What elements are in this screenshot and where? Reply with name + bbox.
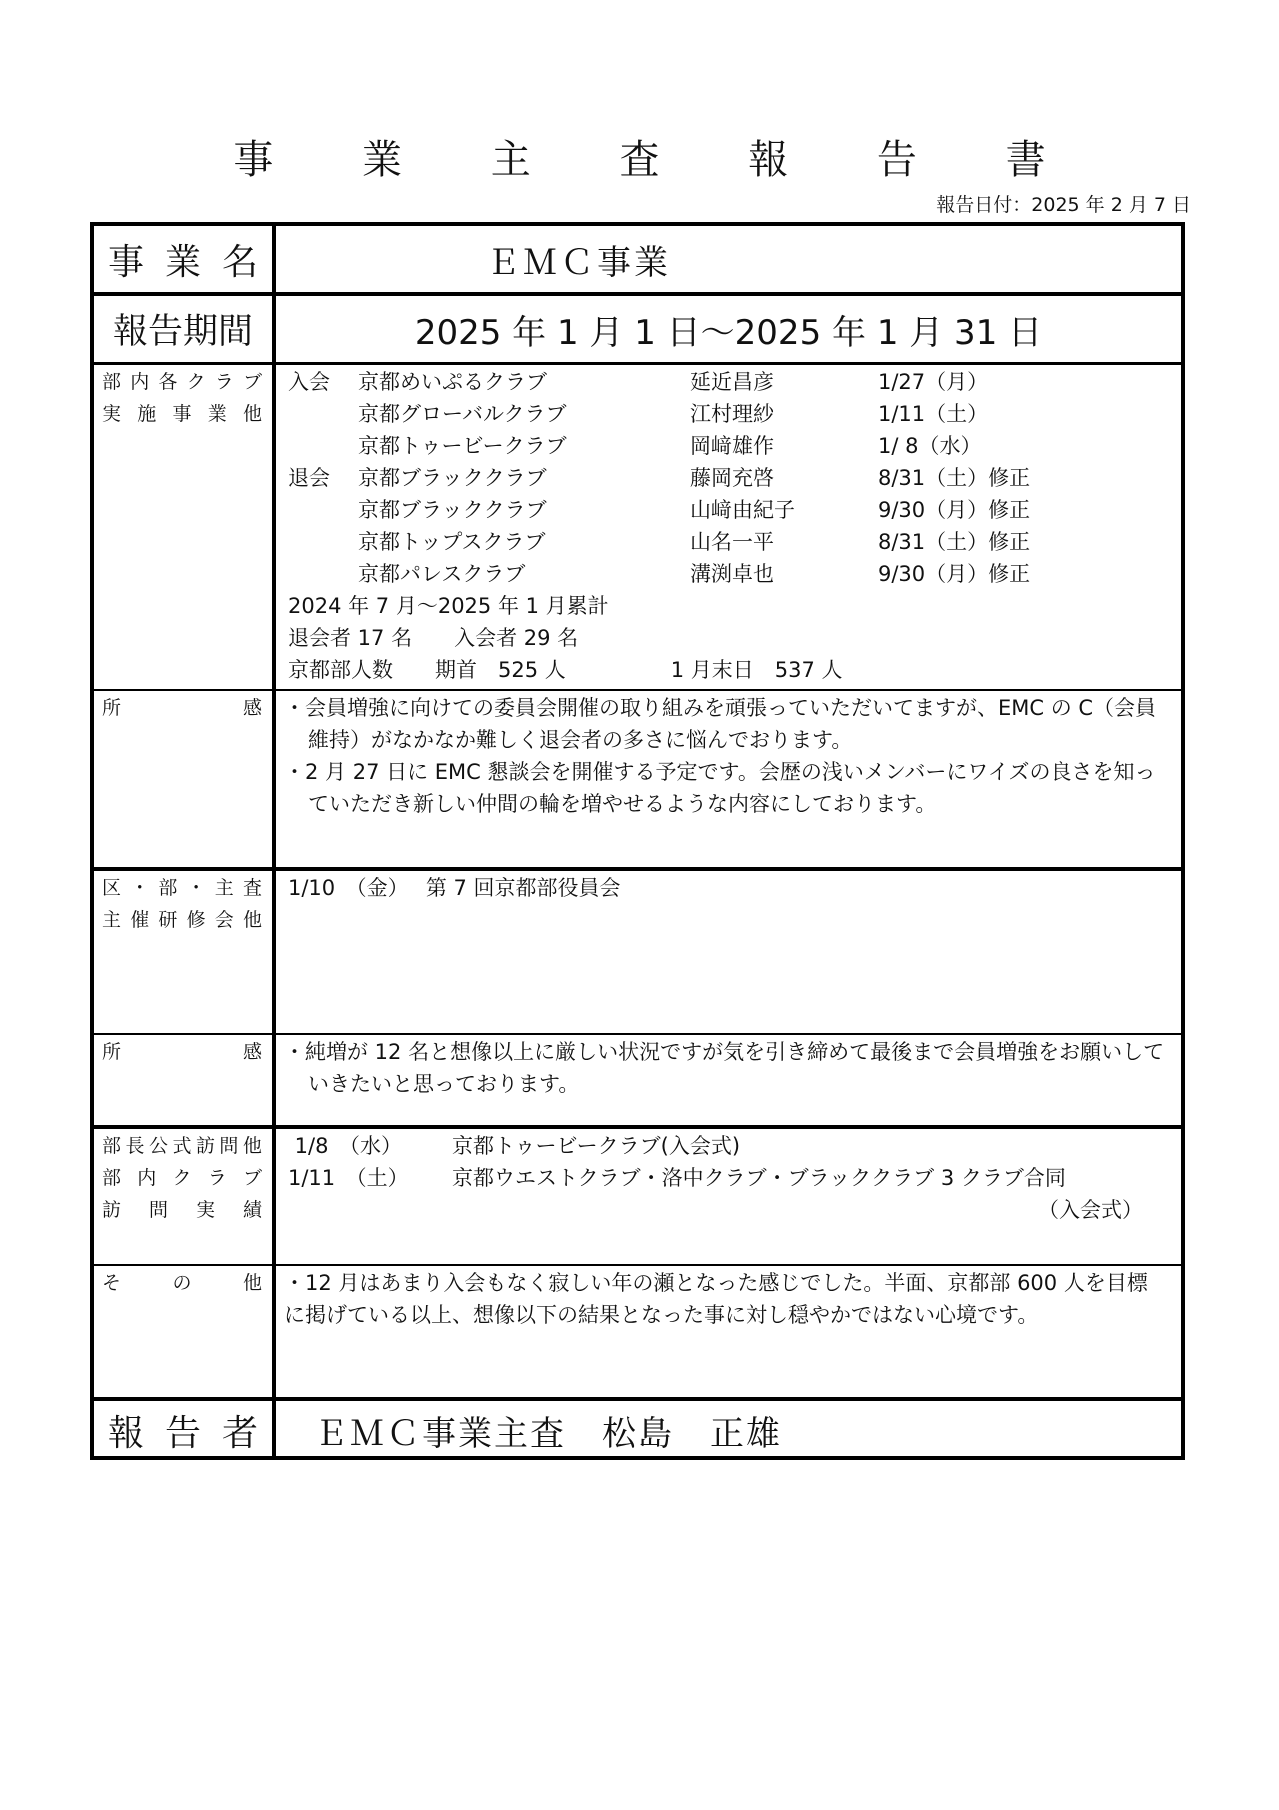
list-item: 退会 京都ブラッククラブ 藤岡充啓 8/31（土）修正 <box>288 466 1031 490</box>
reporter-label: 報 告 者 <box>108 1413 258 1454</box>
summary-line: 京都部人数 期首 525 人 1 月末日 537 人 <box>288 658 843 682</box>
list-item: 京都グローバルクラブ 江村理紗 1/11（土） <box>358 402 989 426</box>
summary-line: 2024 年 7 月～2025 年 1 月累計 <box>288 594 609 618</box>
list-item: 1/8 （水） 京都トゥービークラブ(入会式) <box>288 1134 741 1158</box>
business-label: 事 業 名 <box>108 241 258 283</box>
visit-list <box>288 1130 1165 1226</box>
list-item-trailing: （入会式） <box>1038 1198 1143 1222</box>
section2-text: 1/10 （金） 第 7 回京都部役員会 <box>288 876 621 900</box>
impression1-label: 所 感 <box>102 697 262 719</box>
summary-line: 退会者 17 名 入会者 29 名 <box>288 626 579 650</box>
other-label: そ の 他 <box>102 1272 262 1294</box>
business-value: ＥＭＣ事業 <box>486 242 671 283</box>
membership-list <box>288 366 1165 686</box>
impression2-text <box>284 1036 1165 1100</box>
period-value: 2025 年 1 月 1 日～2025 年 1 月 31 日 <box>414 312 1043 353</box>
section2-label: 区 ・ 部 ・ 主 査 主 催 研 修 会 他 <box>102 877 262 931</box>
list-item: 京都ブラッククラブ 山﨑由紀子 9/30（月）修正 <box>358 498 1031 522</box>
report-form <box>90 222 1185 1460</box>
impression1-text <box>284 692 1165 820</box>
report-date: 報告日付：2025 年 2 月 7 日 <box>936 194 1191 216</box>
reporter-value: ＥＭＣ事業主査 松島 正雄 <box>314 1414 782 1454</box>
bullet-item: ・純増が 12 名と想像以上に厳しい状況ですが気を引き締めて最後まで会員増強をお願いしていきたいと思っております。 <box>284 1040 1165 1096</box>
section1-label: 部 内 各 ク ラ ブ 実 施 事 業 他 <box>102 371 262 425</box>
period-label: 報告期間 <box>112 312 253 352</box>
impression2-label: 所 感 <box>102 1041 262 1063</box>
list-item: 入会 京都めいぷるクラブ 延近昌彦 1/27（月） <box>288 370 989 394</box>
list-item: 京都パレスクラブ 溝渕卓也 9/30（月）修正 <box>358 562 1031 586</box>
section3-label: 部 長 公 式 訪 問 他 部 内 ク ラ ブ 訪 問 実 績 <box>102 1135 262 1221</box>
bullet-item: ・2 月 27 日に EMC 懇談会を開催する予定です。会歴の浅いメンバーにワイズの良さを知っていただき新しい仲間の輪を増やせるような内容にしております。 <box>284 760 1156 816</box>
list-item: 京都トゥービークラブ 岡﨑雄作 1/ 8（水） <box>358 434 982 458</box>
bullet-item: ・会員増強に向けての委員会開催の取り組みを頑張っていただいてますが、EMC の C（会員維持）がなかなか難しく退会者の多さに悩んでおります。 <box>284 696 1157 752</box>
other-text: ・12 月はあまり入会もなく寂しい年の瀬となった感じでした。半面、京都部 600 人を目標に掲げている以上、想像以下の結果となった事に対し穏やかではない心境です。 <box>284 1271 1148 1327</box>
page-title: 事 業 主 査 報 告 書 <box>233 137 1084 183</box>
column-divider <box>272 226 276 1456</box>
list-item: 1/11 （土） 京都ウエストクラブ・洛中クラブ・ブラッククラブ 3 クラブ合同 <box>288 1166 1066 1190</box>
list-item: 京都トップスクラブ 山名一平 8/31（土）修正 <box>358 530 1031 554</box>
